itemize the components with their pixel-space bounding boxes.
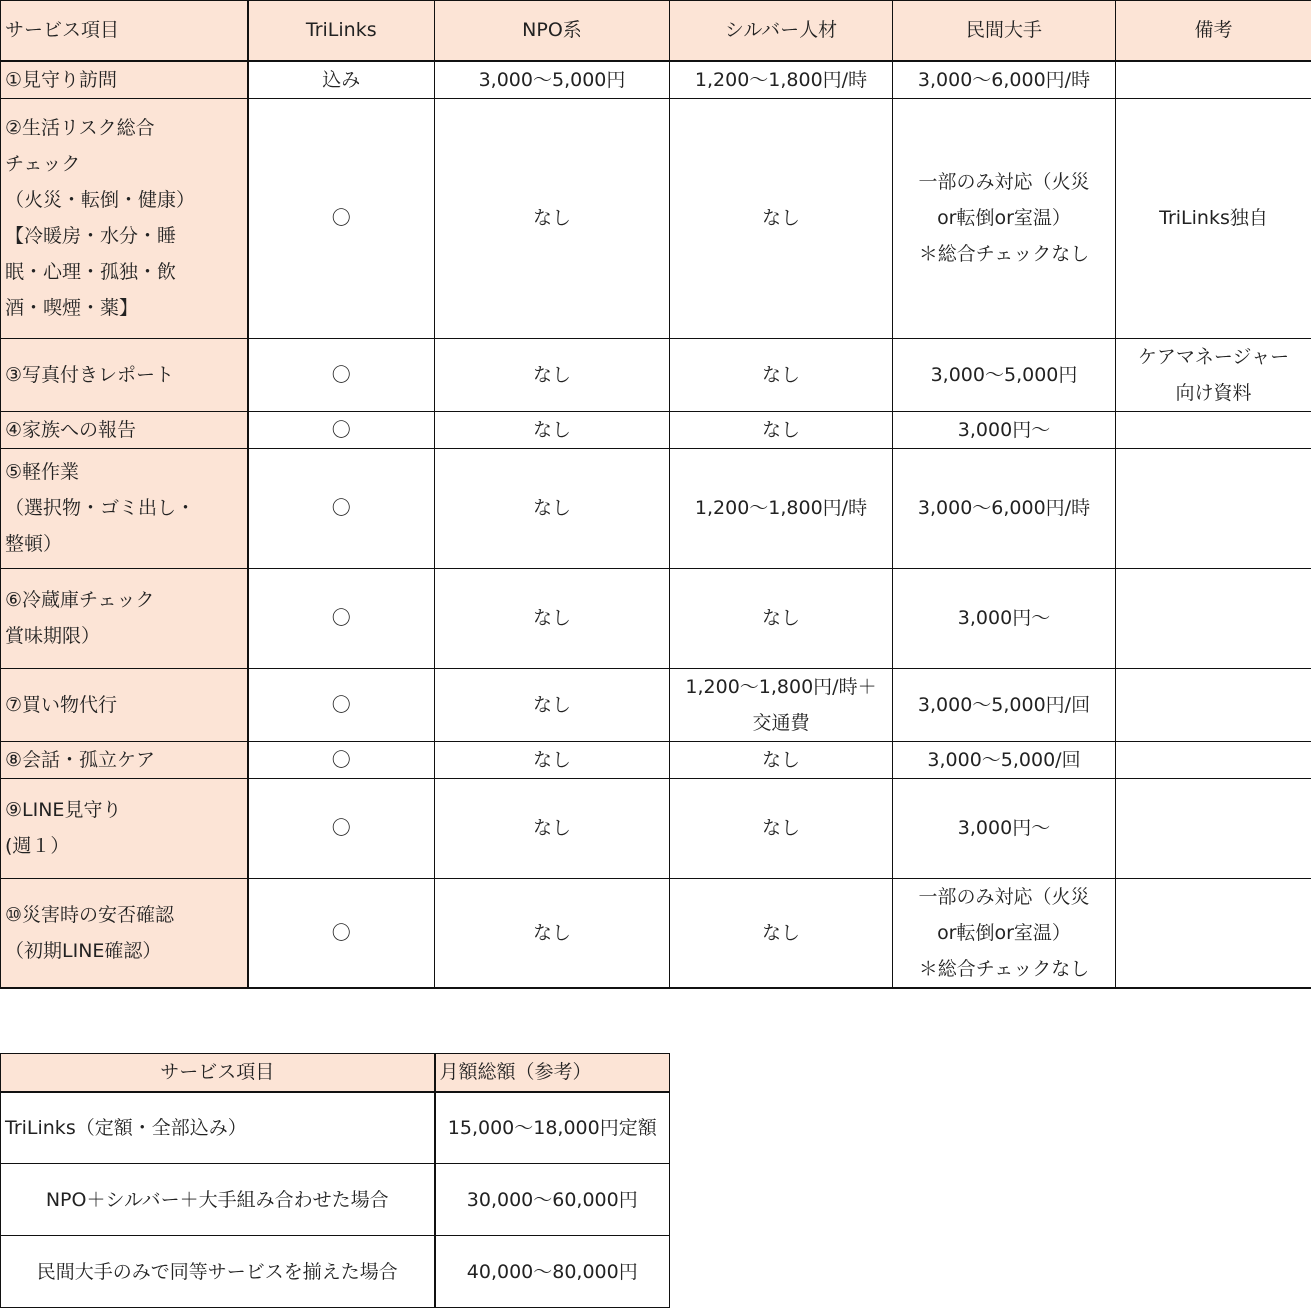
header-npo: NPO系	[435, 1, 670, 61]
cell-note: TriLinks独自	[1116, 98, 1311, 338]
cell-silver: 1,200～1,800円/時	[670, 61, 893, 99]
header-major: 民間大手	[893, 1, 1116, 61]
cell-monthly-total: 30,000～60,000円	[435, 1164, 670, 1236]
cell-service-item: ①見守り訪問	[1, 61, 248, 99]
header-row	[1, 1054, 670, 1092]
cell-npo: なし	[435, 98, 670, 338]
cell-note	[1116, 878, 1311, 988]
cell-trilinks: 込み	[248, 61, 435, 99]
cell-service-item: ⑤軽作業 （選択物・ゴミ出し・ 整頓）	[1, 448, 248, 568]
cell-monthly-total: 15,000～18,000円定額	[435, 1092, 670, 1164]
table-row	[1, 411, 1311, 448]
cell-note	[1116, 741, 1311, 778]
table-row	[1, 1236, 670, 1308]
cell-npo: なし	[435, 568, 670, 668]
cell-service-item: ④家族への報告	[1, 411, 248, 448]
table-row	[1, 568, 1311, 668]
cell-major: 3,000～5,000円	[893, 338, 1116, 411]
cell-npo: 3,000～5,000円	[435, 61, 670, 99]
cell-note	[1116, 568, 1311, 668]
cell-note	[1116, 668, 1311, 741]
cell-major: 3,000円～	[893, 568, 1116, 668]
cell-plan: TriLinks（定額・全部込み）	[1, 1092, 435, 1164]
cell-trilinks: 〇	[248, 338, 435, 411]
table-row	[1, 778, 1311, 878]
cell-silver: なし	[670, 878, 893, 988]
cell-trilinks: 〇	[248, 448, 435, 568]
table-row	[1, 448, 1311, 568]
cell-note	[1116, 448, 1311, 568]
header-trilinks: TriLinks	[248, 1, 435, 61]
cell-service-item: ③写真付きレポート	[1, 338, 248, 411]
header-service-item: サービス項目	[1, 1, 248, 61]
cell-trilinks: 〇	[248, 568, 435, 668]
cell-silver: なし	[670, 411, 893, 448]
table-row	[1, 1164, 670, 1236]
cell-service-item: ⑩災害時の安否確認 （初期LINE確認）	[1, 878, 248, 988]
cell-silver: なし	[670, 778, 893, 878]
cell-silver: なし	[670, 741, 893, 778]
cell-major: 一部のみ対応（火災 or転倒or室温） ＊総合チェックなし	[893, 98, 1116, 338]
cell-silver: 1,200～1,800円/時	[670, 448, 893, 568]
cell-major: 3,000円～	[893, 778, 1116, 878]
cell-trilinks: 〇	[248, 668, 435, 741]
cell-trilinks: 〇	[248, 411, 435, 448]
table-row	[1, 741, 1311, 778]
cell-service-item: ②生活リスク総合 チェック （火災・転倒・健康） 【冷暖房・水分・睡 眠・心理・孤独・飲 酒・喫煙・薬】	[1, 98, 248, 338]
header-row	[1, 1, 1311, 61]
cell-trilinks: 〇	[248, 98, 435, 338]
table-row	[1, 98, 1311, 338]
header-silver: シルバー人材	[670, 1, 893, 61]
cell-npo: なし	[435, 668, 670, 741]
cell-silver: なし	[670, 98, 893, 338]
cell-major: 3,000～6,000円/時	[893, 61, 1116, 99]
cell-note	[1116, 411, 1311, 448]
cell-note	[1116, 778, 1311, 878]
cell-trilinks: 〇	[248, 741, 435, 778]
table-row	[1, 1092, 670, 1164]
cell-npo: なし	[435, 411, 670, 448]
table-row	[1, 668, 1311, 741]
cell-plan: 民間大手のみで同等サービスを揃えた場合	[1, 1236, 435, 1308]
cell-service-item: ⑦買い物代行	[1, 668, 248, 741]
cell-service-item: ⑨LINE見守り (週１）	[1, 778, 248, 878]
table-row	[1, 878, 1311, 988]
cell-service-item: ⑥冷蔵庫チェック 賞味期限）	[1, 568, 248, 668]
header-monthly-total: 月額総額（参考）	[435, 1054, 670, 1092]
cell-trilinks: 〇	[248, 778, 435, 878]
cell-note: ケアマネージャー 向け資料	[1116, 338, 1311, 411]
cell-silver: 1,200～1,800円/時＋ 交通費	[670, 668, 893, 741]
monthly-total-table	[0, 1053, 670, 1308]
table-row	[1, 338, 1311, 411]
cell-silver: なし	[670, 338, 893, 411]
cell-npo: なし	[435, 338, 670, 411]
cell-major: 3,000～5,000/回	[893, 741, 1116, 778]
cell-plan: NPO＋シルバー＋大手組み合わせた場合	[1, 1164, 435, 1236]
cell-monthly-total: 40,000～80,000円	[435, 1236, 670, 1308]
cell-service-item: ⑧会話・孤立ケア	[1, 741, 248, 778]
cell-npo: なし	[435, 778, 670, 878]
header-note: 備考	[1116, 1, 1311, 61]
cell-npo: なし	[435, 448, 670, 568]
cell-major: 一部のみ対応（火災 or転倒or室温） ＊総合チェックなし	[893, 878, 1116, 988]
cell-npo: なし	[435, 878, 670, 988]
cell-major: 3,000～5,000円/回	[893, 668, 1116, 741]
cell-note	[1116, 61, 1311, 99]
table-row	[1, 61, 1311, 99]
cell-silver: なし	[670, 568, 893, 668]
cell-major: 3,000～6,000円/時	[893, 448, 1116, 568]
cell-trilinks: 〇	[248, 878, 435, 988]
header-service-item: サービス項目	[1, 1054, 435, 1092]
cell-major: 3,000円～	[893, 411, 1116, 448]
cell-npo: なし	[435, 741, 670, 778]
